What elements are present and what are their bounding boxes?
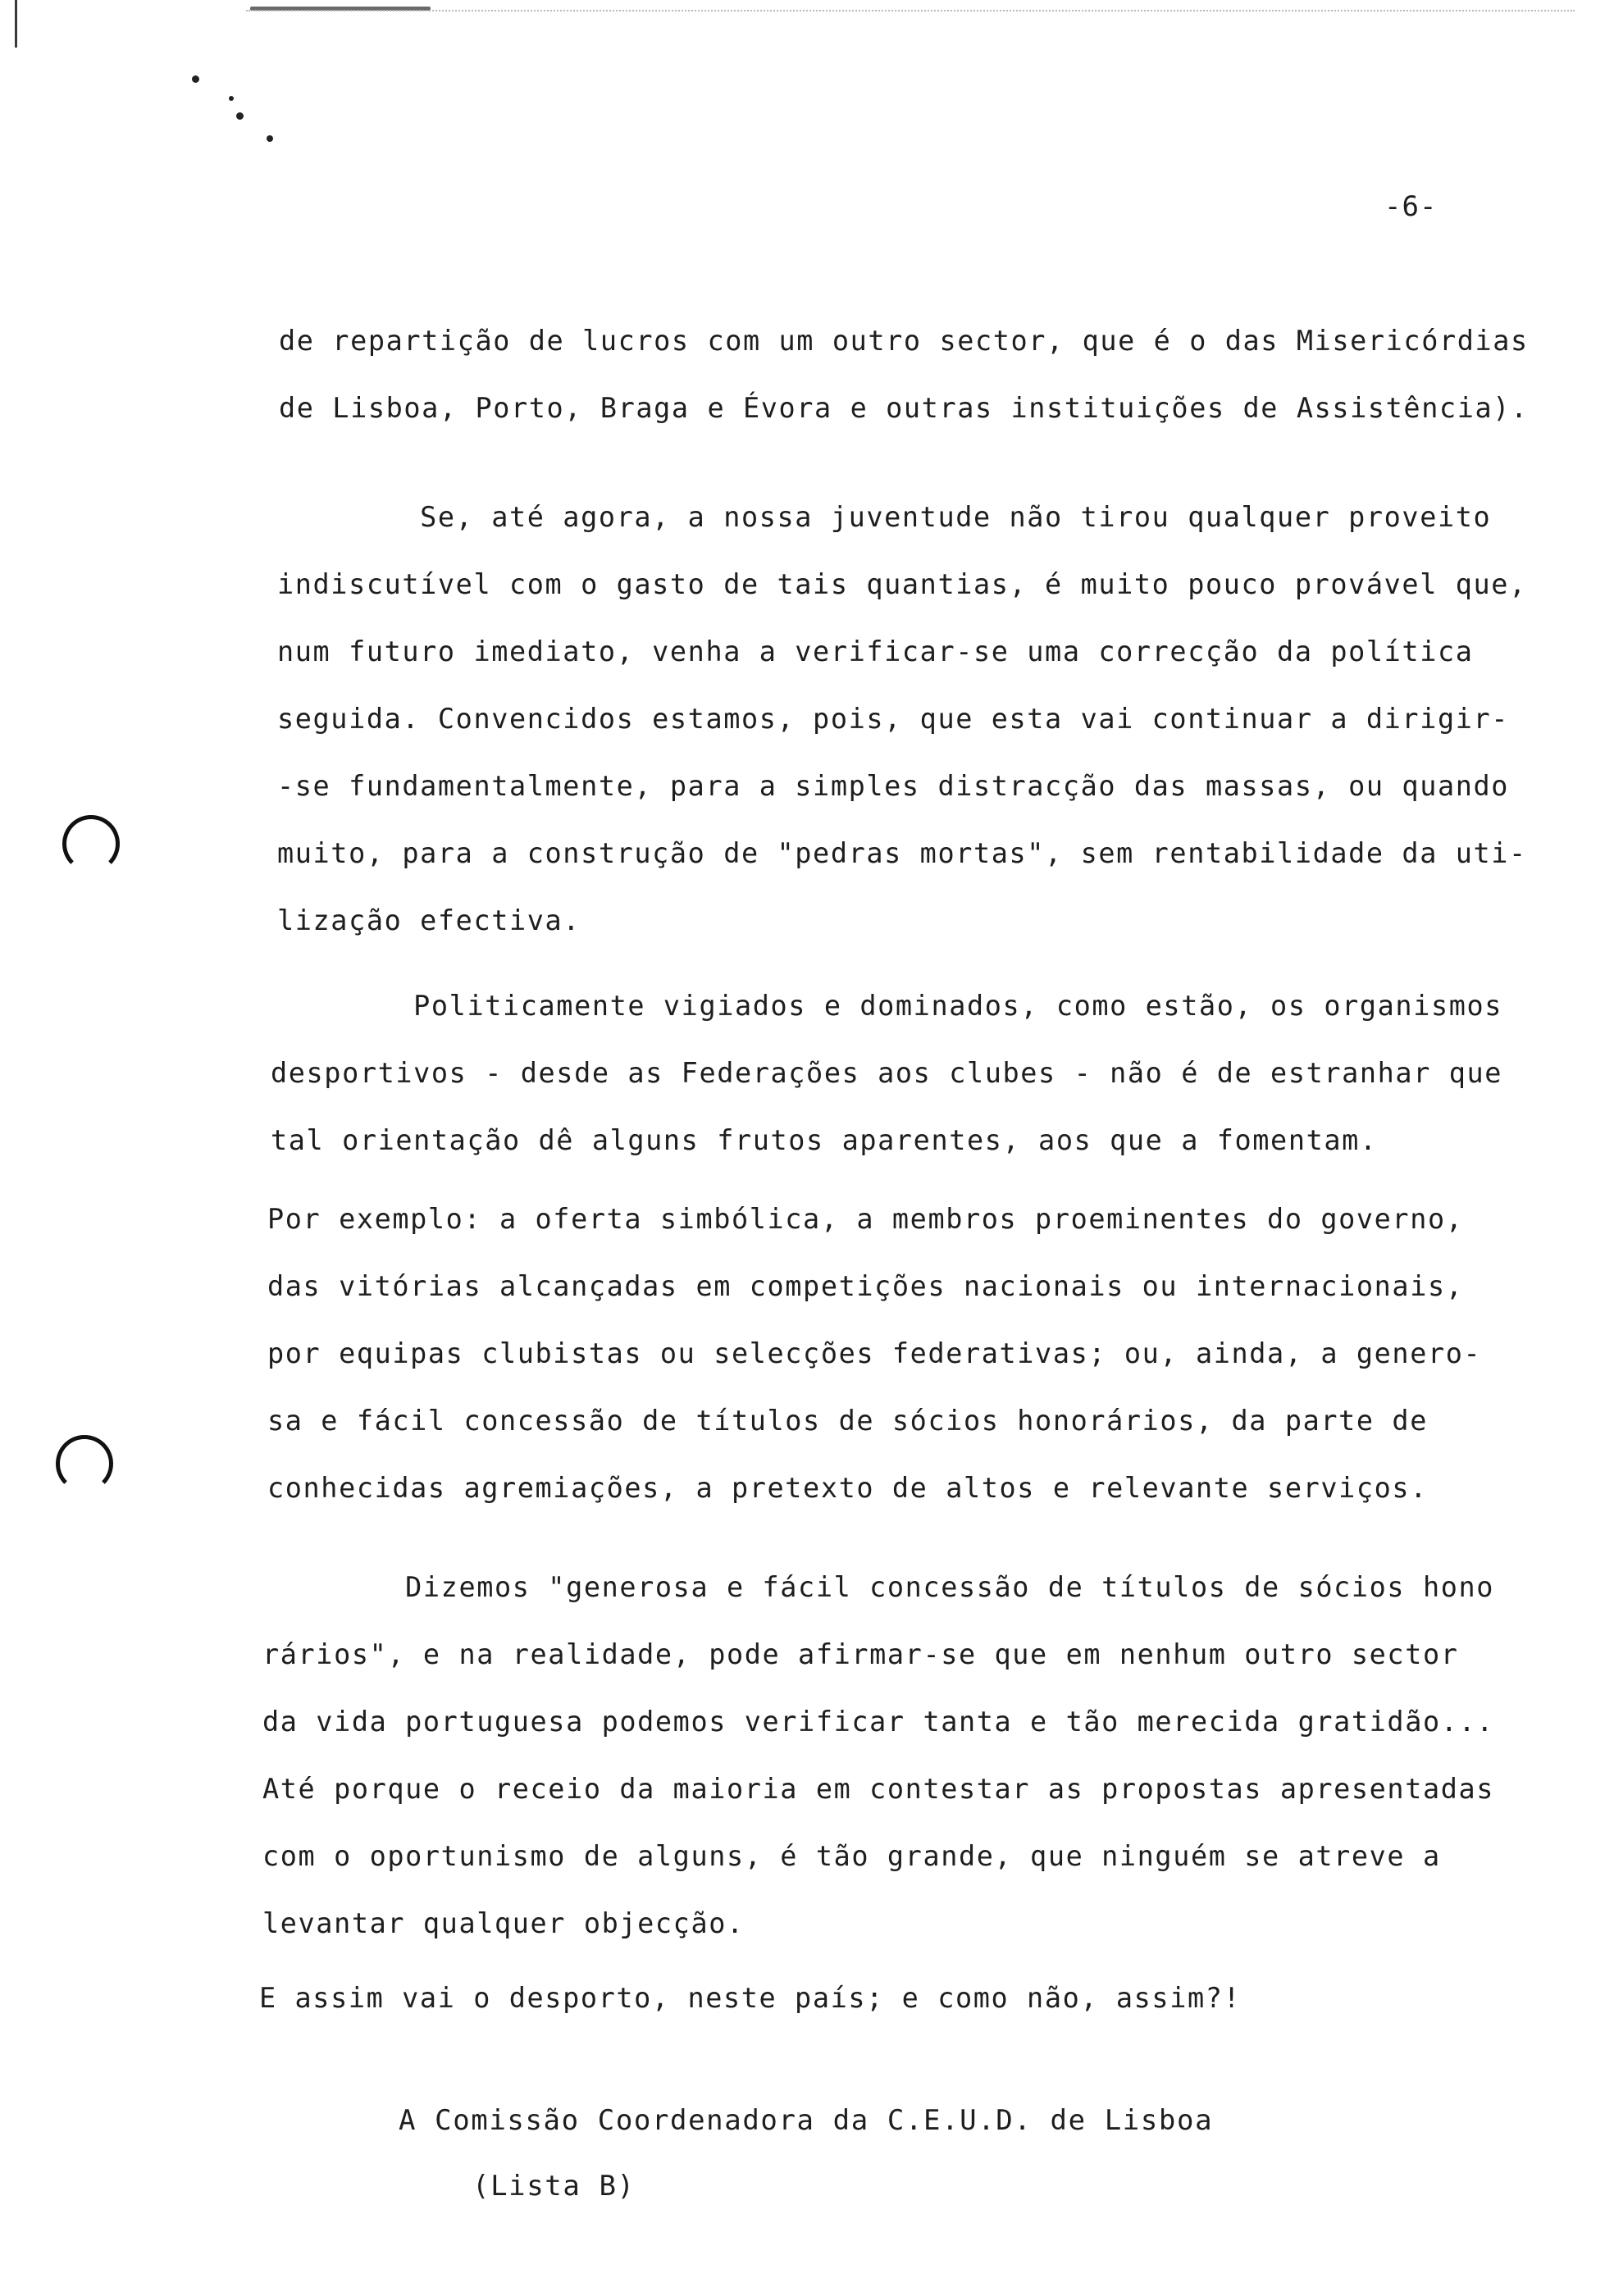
text-line: levantar qualquer objecção. [262, 1907, 745, 1939]
text-line: seguida. Convencidos estamos, pois, que esta vai continuar a dirigir- [277, 703, 1510, 735]
text-line: -se fundamentalmente, para a simples distracção das massas, ou quando [277, 770, 1510, 802]
scan-mark-left [15, 0, 17, 48]
text-line: da vida portuguesa podemos verificar tanta e tão merecida gratidão... [262, 1706, 1495, 1738]
text-line: muito, para a construção de "pedras mortas", sem rentabilidade da uti- [277, 837, 1527, 869]
text-line: Até porque o receio da maioria em contestar as propostas apresentadas [262, 1773, 1495, 1805]
text-line: tal orientação dê alguns frutos aparentes, aos que a fomentam. [271, 1124, 1378, 1156]
text-line: indiscutível com o gasto de tais quantias, é muito pouco provável que, [277, 568, 1527, 600]
page-number: -6- [1384, 190, 1438, 223]
text-line: rários", e na realidade, pode afirmar-se que em nenhum outro sector [262, 1638, 1459, 1670]
paragraph-2 [277, 484, 1527, 954]
punch-hole-bottom [56, 1435, 113, 1492]
speck-mark [192, 75, 199, 83]
text-line: Por exemplo: a oferta simbólica, a membros proeminentes do governo, [267, 1203, 1464, 1235]
speck-mark [229, 96, 234, 101]
paragraph-1 [279, 308, 1529, 442]
text-line: Dizemos "generosa e fácil concessão de títulos de sócios hono [262, 1571, 1495, 1603]
text-line: das vitórias alcançadas em competições nacionais ou internacionais, [267, 1270, 1464, 1302]
text-line: conhecidas agremiações, a pretexto de altos e relevante serviços. [267, 1472, 1428, 1504]
text-line: de repartição de lucros com um outro sector, que é o das Misericórdias [279, 325, 1529, 357]
paragraph-3 [271, 973, 1502, 1174]
text-line: E assim vai o desporto, neste país; e como não, assim?! [259, 1982, 1242, 2014]
text-line: lização efectiva. [277, 904, 581, 936]
text-line: num futuro imediato, venha a verificar-se uma correcção da política [277, 636, 1474, 667]
text-line: Politicamente vigiados e dominados, como estão, os organismos [271, 990, 1503, 1022]
signature-line-2: (Lista B) [472, 2170, 636, 2203]
paragraph-5 [262, 1554, 1494, 1957]
paragraph-4 [267, 1186, 1481, 1522]
text-line: com o oportunismo de alguns, é tão grande, que ninguém se atreve a [262, 1840, 1441, 1872]
paragraph-6 [259, 1965, 1241, 2032]
speck-mark [236, 112, 244, 120]
scan-line-top [246, 10, 1575, 11]
text-line: de Lisboa, Porto, Braga e Évora e outras instituições de Assistência). [279, 392, 1529, 424]
speck-mark [267, 135, 273, 142]
text-line: Se, até agora, a nossa juventude não tirou qualquer proveito [277, 501, 1492, 533]
punch-hole-top [62, 815, 120, 872]
text-line: desportivos - desde as Federações aos clubes - não é de estranhar que [271, 1057, 1503, 1089]
signature-line-1: A Comissão Coordenadora da C.E.U.D. de Lisboa [399, 2104, 1214, 2137]
text-line: sa e fácil concessão de títulos de sócios honorários, da parte de [267, 1405, 1428, 1437]
text-line: por equipas clubistas ou selecções federativas; ou, ainda, a genero- [267, 1337, 1482, 1369]
